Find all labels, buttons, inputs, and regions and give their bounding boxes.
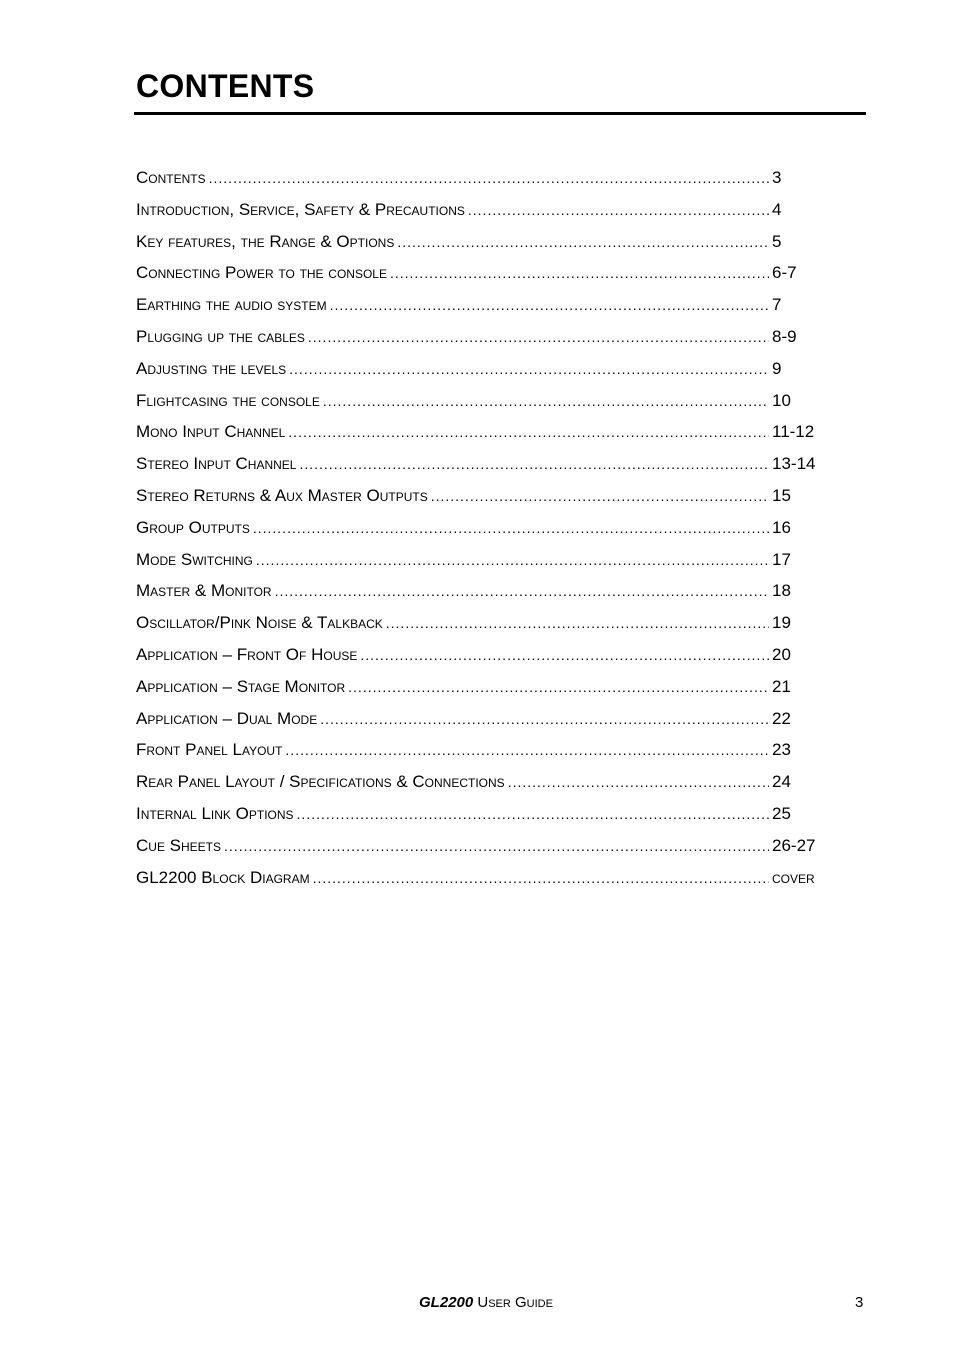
dot-leader <box>468 203 769 217</box>
toc-entry-page: 20 <box>772 644 791 664</box>
dot-leader <box>299 457 769 471</box>
toc-entry[interactable] <box>136 422 836 454</box>
toc-entry[interactable] <box>136 391 836 423</box>
toc-entry-label: Application – Stage Monitor <box>136 676 346 696</box>
toc-entry-label: Earthing the audio system <box>136 295 327 315</box>
toc-entry[interactable] <box>136 486 836 518</box>
dot-leader <box>275 584 769 598</box>
dot-leader <box>330 298 769 312</box>
toc-entry[interactable] <box>136 232 836 264</box>
toc-entry[interactable] <box>136 454 836 486</box>
toc-entry-label: Master & Monitor <box>136 581 272 601</box>
footer-page-number: 3 <box>855 1294 864 1311</box>
toc-entry-page: 18 <box>772 581 791 601</box>
toc-entry-page: 17 <box>772 549 791 569</box>
toc-entry[interactable] <box>136 550 836 582</box>
toc-entry[interactable] <box>136 168 836 200</box>
dot-leader <box>308 330 769 344</box>
dot-leader <box>297 807 769 821</box>
toc-entry-label: Cue Sheets <box>136 835 222 855</box>
dot-leader <box>431 489 769 503</box>
dot-leader <box>397 235 769 249</box>
toc-entry[interactable] <box>136 677 836 709</box>
toc-entry[interactable] <box>136 868 836 900</box>
dot-leader <box>285 743 769 757</box>
toc-entry-label: Adjusting the levels <box>136 358 287 378</box>
footer-model: GL2200 <box>419 1294 474 1311</box>
dot-leader <box>313 871 769 885</box>
toc-entry-label: Mono Input Channel <box>136 422 286 442</box>
toc-entry-label: Plugging up the cables <box>136 326 305 346</box>
dot-leader <box>256 553 769 567</box>
toc-entry[interactable] <box>136 327 836 359</box>
toc-entry-label: Group Outputs <box>136 517 250 537</box>
toc-entry-label: Oscillator/Pink Noise & Talkback <box>136 613 383 633</box>
toc-entry[interactable] <box>136 740 836 772</box>
table-of-contents <box>136 168 836 899</box>
toc-entry-page: 13-14 <box>772 454 816 474</box>
toc-entry-page: 6-7 <box>772 263 797 283</box>
toc-entry-page: 10 <box>772 390 791 410</box>
toc-entry-label: Connecting Power to the console <box>136 263 387 283</box>
toc-entry[interactable] <box>136 295 836 327</box>
toc-entry[interactable] <box>136 581 836 613</box>
dot-leader <box>289 362 769 376</box>
toc-entry-page: 8-9 <box>772 326 797 346</box>
toc-entry-page: 21 <box>772 676 791 696</box>
toc-entry-page: 9 <box>772 358 782 378</box>
toc-entry-page: 11-12 <box>772 422 815 442</box>
toc-entry-label: Flightcasing the console <box>136 390 320 410</box>
toc-entry-label: Contents <box>136 168 206 187</box>
toc-entry-page: 4 <box>772 199 782 219</box>
toc-entry-label: Internal Link Options <box>136 803 294 823</box>
toc-entry-label: Front Panel Layout <box>136 740 283 760</box>
dot-leader <box>360 648 769 662</box>
toc-entry-page: 3 <box>772 168 782 187</box>
footer-guide-title <box>0 1294 954 1311</box>
dot-leader <box>390 266 769 280</box>
toc-entry-page: 25 <box>772 803 791 823</box>
toc-entry-label: Rear Panel Layout / Specifications & Connections <box>136 772 505 792</box>
toc-entry-label: Mode Switching <box>136 549 253 569</box>
dot-leader <box>288 425 769 439</box>
toc-entry[interactable] <box>136 518 836 550</box>
title-rule <box>134 112 866 115</box>
toc-entry[interactable] <box>136 709 836 741</box>
dot-leader <box>224 839 769 853</box>
toc-entry-label: Stereo Returns & Aux Master Outputs <box>136 485 428 505</box>
toc-entry-label: Key features, the Range & Options <box>136 231 395 251</box>
toc-entry-page: 15 <box>772 485 791 505</box>
toc-entry[interactable] <box>136 263 836 295</box>
toc-entry[interactable] <box>136 772 836 804</box>
toc-entry-page: 23 <box>772 740 791 760</box>
page-title: CONTENTS <box>136 68 315 104</box>
toc-entry-label: Stereo Input Channel <box>136 454 297 474</box>
toc-entry[interactable] <box>136 645 836 677</box>
toc-entry-page: 26-27 <box>772 835 816 855</box>
toc-entry-page: cover <box>772 867 815 887</box>
dot-leader <box>386 616 769 630</box>
toc-entry-page: 22 <box>772 708 791 728</box>
dot-leader <box>320 712 769 726</box>
toc-entry[interactable] <box>136 613 836 645</box>
toc-entry-label: Application – Front Of House <box>136 644 358 664</box>
toc-entry-page: 16 <box>772 517 791 537</box>
toc-entry-page: 5 <box>772 231 782 251</box>
toc-entry[interactable] <box>136 836 836 868</box>
toc-entry-label: Introduction, Service, Safety & Precautions <box>136 199 465 219</box>
dot-leader <box>209 171 769 185</box>
toc-entry-page: 7 <box>772 295 782 315</box>
dot-leader <box>253 521 769 535</box>
toc-entry-label: Application – Dual Mode <box>136 708 318 728</box>
toc-entry-page: 19 <box>772 613 791 633</box>
dot-leader <box>508 775 769 789</box>
dot-leader <box>348 680 769 694</box>
toc-entry-label: GL2200 Block Diagram <box>136 867 310 887</box>
dot-leader <box>323 394 769 408</box>
toc-entry[interactable] <box>136 359 836 391</box>
toc-entry[interactable] <box>136 200 836 232</box>
toc-entry[interactable] <box>136 804 836 836</box>
footer-guide-label: User Guide <box>477 1294 553 1311</box>
toc-entry-page: 24 <box>772 772 791 792</box>
